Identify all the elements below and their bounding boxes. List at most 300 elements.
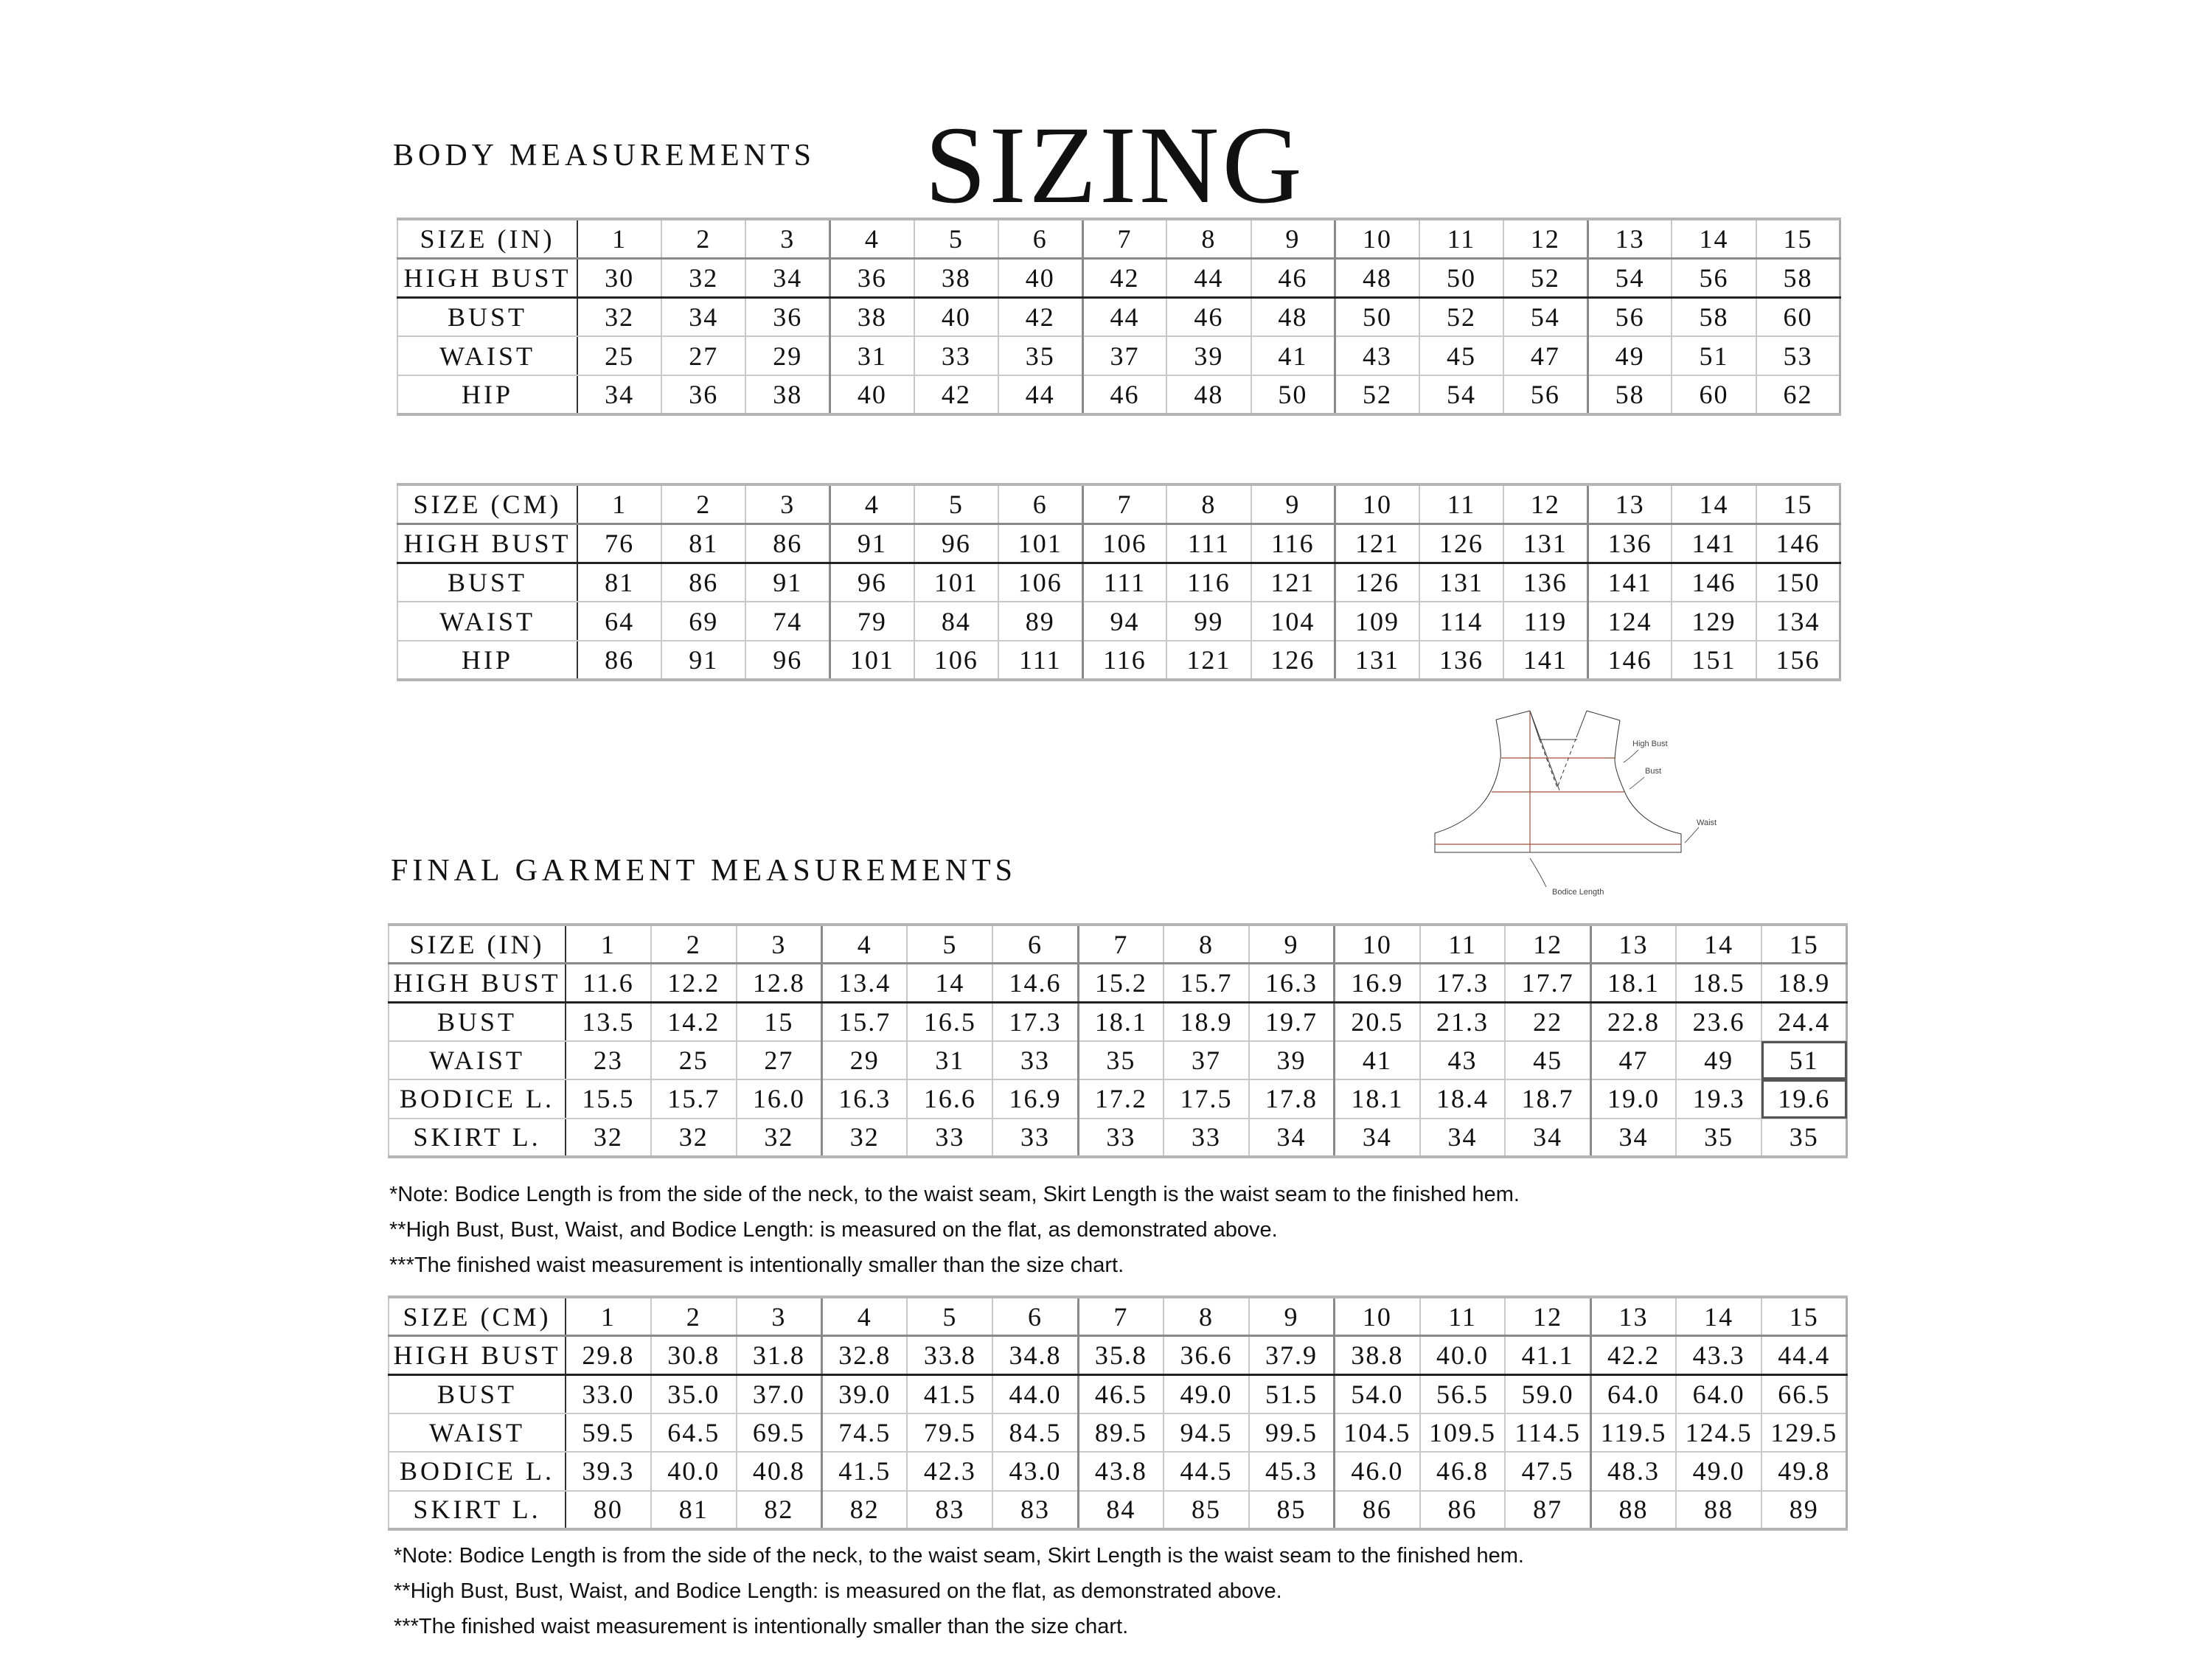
measurement-cell: 41.5: [822, 1452, 908, 1491]
measurement-cell: 146: [1756, 524, 1840, 563]
size-header-cell: 10: [1335, 925, 1420, 964]
measurement-cell: 49.0: [1676, 1452, 1761, 1491]
measurement-cell: 35: [1078, 1041, 1164, 1080]
measurement-cell: 29: [822, 1041, 908, 1080]
measurement-cell: 136: [1587, 524, 1672, 563]
measurement-cell: 44: [998, 375, 1082, 414]
measurement-cell: 83: [992, 1491, 1078, 1530]
garment-notes-inches: [389, 1177, 1520, 1283]
measurement-cell: 42: [914, 375, 998, 414]
measurement-cell: 38: [830, 297, 914, 336]
measurement-cell: 58: [1587, 375, 1672, 414]
measurement-cell: 13.5: [566, 1002, 651, 1041]
size-header-cell: 3: [737, 1297, 822, 1336]
row-label: HIGH BUST: [397, 524, 577, 563]
measurement-cell: 34: [577, 375, 661, 414]
measurement-cell: 106: [1082, 524, 1166, 563]
measurement-cell: 83: [907, 1491, 992, 1530]
measurement-cell: 66.5: [1761, 1374, 1847, 1413]
measurement-cell: 84: [914, 602, 998, 641]
row-label: SKIRT L.: [389, 1119, 566, 1158]
measurement-cell: 131: [1503, 524, 1587, 563]
measurement-cell: 96: [830, 563, 914, 602]
row-label: BODICE L.: [389, 1079, 566, 1119]
measurement-cell: 47: [1503, 336, 1587, 375]
measurement-cell: 34: [1505, 1119, 1590, 1158]
measurement-cell: 24.4: [1761, 1002, 1847, 1041]
measurement-cell: 18.9: [1164, 1002, 1249, 1041]
measurement-cell: 52: [1335, 375, 1419, 414]
size-header-cell: 10: [1335, 219, 1419, 258]
measurement-cell: 34: [745, 258, 830, 297]
measurement-cell: 136: [1419, 641, 1503, 680]
size-header-cell: 15: [1761, 925, 1847, 964]
measurement-cell: 126: [1251, 641, 1335, 680]
size-header-cell: 5: [907, 925, 992, 964]
measurement-cell: 39: [1249, 1041, 1335, 1080]
measurement-cell: 39.3: [566, 1452, 651, 1491]
measurement-cell: 46.5: [1078, 1374, 1164, 1413]
measurement-cell: 60: [1672, 375, 1756, 414]
measurement-cell: 134: [1756, 602, 1840, 641]
measurement-cell: 17.3: [992, 1002, 1078, 1041]
measurement-row: [389, 1491, 1847, 1530]
body-measurements-heading: BODY MEASUREMENTS: [393, 139, 815, 173]
measurement-cell: 33: [992, 1041, 1078, 1080]
measurement-cell: 15: [737, 1002, 822, 1041]
size-header-cell: 10: [1335, 484, 1419, 524]
measurement-cell: 49.0: [1164, 1374, 1249, 1413]
measurement-cell: 15.7: [1164, 964, 1249, 1003]
measurement-cell: 31.8: [737, 1336, 822, 1375]
measurement-row: [389, 1002, 1847, 1041]
row-label: WAIST: [389, 1413, 566, 1453]
size-header-cell: 6: [998, 484, 1082, 524]
measurement-cell: 50: [1335, 297, 1419, 336]
size-header-cell: 1: [577, 219, 661, 258]
size-header-row: [397, 484, 1840, 524]
measurement-cell: 30: [577, 258, 661, 297]
measurement-cell: 12.8: [737, 964, 822, 1003]
measurement-cell: 52: [1419, 297, 1503, 336]
size-header-cell: 2: [661, 484, 745, 524]
size-header-cell: 4: [822, 1297, 908, 1336]
measurement-cell: 84: [1078, 1491, 1164, 1530]
measurement-cell: 54: [1419, 375, 1503, 414]
note-bodice-skirt-length: *Note: Bodice Length is from the side of the neck, to the waist seam, Skirt Length is the waist seam to the finished hem.: [394, 1544, 1524, 1568]
measurement-cell: 31: [830, 336, 914, 375]
note-waist-smaller: ***The finished waist measurement is intentionally smaller than the size chart.: [389, 1253, 1124, 1277]
waist-label: Waist: [1697, 818, 1717, 827]
measurement-cell: 16.9: [1335, 964, 1420, 1003]
measurement-cell: 41.5: [907, 1374, 992, 1413]
measurement-cell: 32: [566, 1119, 651, 1158]
measurement-cell: 109: [1335, 602, 1419, 641]
measurement-cell: 59.5: [566, 1413, 651, 1453]
measurement-cell: 35: [1676, 1119, 1761, 1158]
measurement-cell: 32.8: [822, 1336, 908, 1375]
measurement-cell: 43.8: [1078, 1452, 1164, 1491]
measurement-cell: 64.0: [1676, 1374, 1761, 1413]
measurement-cell: 53: [1756, 336, 1840, 375]
note-measured-flat: **High Bust, Bust, Waist, and Bodice Length: is measured on the flat, as demonstrated above.: [389, 1218, 1278, 1242]
size-header-cell: 11: [1419, 219, 1503, 258]
note-waist-smaller: ***The finished waist measurement is intentionally smaller than the size chart.: [394, 1615, 1129, 1638]
measurement-cell: 32: [651, 1119, 737, 1158]
measurement-cell: 18.1: [1335, 1079, 1420, 1119]
row-label: SIZE (IN): [389, 925, 566, 964]
row-label: HIP: [397, 641, 577, 680]
size-header-cell: 6: [992, 925, 1078, 964]
measurement-cell: 111: [1082, 563, 1166, 602]
measurement-row: [389, 1079, 1847, 1119]
measurement-cell: 86: [661, 563, 745, 602]
size-header-cell: 12: [1503, 219, 1587, 258]
measurement-cell: 42.3: [907, 1452, 992, 1491]
measurement-cell: 46.8: [1420, 1452, 1506, 1491]
measurement-cell: 43: [1420, 1041, 1506, 1080]
measurement-cell: 17.3: [1420, 964, 1506, 1003]
measurement-cell: 32: [822, 1119, 908, 1158]
measurement-cell: 33: [1078, 1119, 1164, 1158]
row-label: BUST: [389, 1002, 566, 1041]
measurement-cell: 11.6: [566, 964, 651, 1003]
size-header-cell: 12: [1503, 484, 1587, 524]
garment-measurements-cm-table: [388, 1295, 1848, 1531]
row-label: HIP: [397, 375, 577, 414]
measurement-cell: 23: [566, 1041, 651, 1080]
measurement-cell: 91: [830, 524, 914, 563]
measurement-cell: 111: [998, 641, 1082, 680]
size-header-cell: 14: [1676, 1297, 1761, 1336]
size-header-cell: 7: [1078, 925, 1164, 964]
measurement-cell: 59.0: [1505, 1374, 1590, 1413]
measurement-cell: 25: [651, 1041, 737, 1080]
size-header-cell: 7: [1078, 1297, 1164, 1336]
measurement-cell: 16.3: [1249, 964, 1335, 1003]
measurement-cell: 36: [830, 258, 914, 297]
row-label: SIZE (CM): [389, 1297, 566, 1336]
measurement-cell: 47: [1590, 1041, 1676, 1080]
measurement-cell: 16.6: [907, 1079, 992, 1119]
size-header-cell: 15: [1761, 1297, 1847, 1336]
measurement-cell: 40: [998, 258, 1082, 297]
measurement-cell: 58: [1672, 297, 1756, 336]
measurement-cell: 15.2: [1078, 964, 1164, 1003]
measurement-cell: 56: [1672, 258, 1756, 297]
measurement-cell: 34: [1335, 1119, 1420, 1158]
measurement-row: [389, 1041, 1847, 1080]
measurement-cell: 37: [1164, 1041, 1249, 1080]
measurement-cell: 41: [1335, 1041, 1420, 1080]
size-header-cell: 14: [1676, 925, 1761, 964]
measurement-cell: 56.5: [1420, 1374, 1506, 1413]
measurement-row: [389, 1119, 1847, 1158]
body-measurements-inches-table: [397, 218, 1841, 416]
measurement-cell: 54.0: [1335, 1374, 1420, 1413]
measurement-cell: 40.0: [651, 1452, 737, 1491]
measurement-cell: 18.1: [1078, 1002, 1164, 1041]
measurement-cell: 126: [1419, 524, 1503, 563]
measurement-cell: 32: [577, 297, 661, 336]
measurement-cell: 116: [1082, 641, 1166, 680]
measurement-cell: 38: [914, 258, 998, 297]
measurement-cell: 17.7: [1505, 964, 1590, 1003]
high-bust-label: High Bust: [1632, 740, 1668, 748]
measurement-cell: 88: [1676, 1491, 1761, 1530]
measurement-cell: 56: [1503, 375, 1587, 414]
measurement-cell: 16.0: [737, 1079, 822, 1119]
note-bodice-skirt-length: *Note: Bodice Length is from the side of the neck, to the waist seam, Skirt Length is the waist seam to the finished hem.: [389, 1183, 1520, 1206]
size-header-cell: 14: [1672, 484, 1756, 524]
measurement-cell: 80: [566, 1491, 651, 1530]
measurement-cell: 89: [1761, 1491, 1847, 1530]
size-header-cell: 3: [745, 219, 830, 258]
measurement-row: [397, 297, 1840, 336]
measurement-cell: 99.5: [1249, 1413, 1335, 1453]
measurement-cell: 19.0: [1590, 1079, 1676, 1119]
measurement-cell: 33: [914, 336, 998, 375]
measurement-cell: 64.5: [651, 1413, 737, 1453]
measurement-cell: 85: [1249, 1491, 1335, 1530]
size-header-cell: 4: [822, 925, 908, 964]
measurement-cell: 86: [577, 641, 661, 680]
measurement-cell: 124.5: [1676, 1413, 1761, 1453]
row-label: WAIST: [397, 336, 577, 375]
measurement-cell: 47.5: [1505, 1452, 1590, 1491]
measurement-cell: 91: [745, 563, 830, 602]
measurement-cell: 84.5: [992, 1413, 1078, 1453]
measurement-cell: 46: [1166, 297, 1251, 336]
measurement-cell: 44.0: [992, 1374, 1078, 1413]
measurement-cell: 40: [830, 375, 914, 414]
measurement-cell: 150: [1756, 563, 1840, 602]
measurement-cell: 16.9: [992, 1079, 1078, 1119]
measurement-row: [389, 1336, 1847, 1375]
final-garment-measurements-heading: FINAL GARMENT MEASUREMENTS: [391, 854, 1018, 888]
measurement-cell: 27: [737, 1041, 822, 1080]
size-header-cell: 6: [992, 1297, 1078, 1336]
measurement-cell: 14: [907, 964, 992, 1003]
measurement-cell: 40: [914, 297, 998, 336]
measurement-cell: 15.7: [822, 1002, 908, 1041]
measurement-cell: 141: [1587, 563, 1672, 602]
measurement-cell: 20.5: [1335, 1002, 1420, 1041]
measurement-cell: 34: [1420, 1119, 1506, 1158]
size-header-cell: 8: [1166, 484, 1251, 524]
size-header-cell: 15: [1756, 484, 1840, 524]
measurement-cell: 18.1: [1590, 964, 1676, 1003]
measurement-cell: 76: [577, 524, 661, 563]
measurement-cell: 37: [1082, 336, 1166, 375]
measurement-cell: 88: [1590, 1491, 1676, 1530]
size-header-cell: 11: [1420, 1297, 1506, 1336]
measurement-cell: 114.5: [1505, 1413, 1590, 1453]
size-header-row: [397, 219, 1840, 258]
measurement-cell: 27: [661, 336, 745, 375]
size-header-cell: 13: [1587, 219, 1672, 258]
measurement-cell: 42: [1082, 258, 1166, 297]
measurement-cell: 40.0: [1420, 1336, 1506, 1375]
row-label: BUST: [397, 297, 577, 336]
measurement-cell: 18.5: [1676, 964, 1761, 1003]
measurement-cell: 45: [1419, 336, 1503, 375]
measurement-cell: 15.7: [651, 1079, 737, 1119]
measurement-cell: 81: [577, 563, 661, 602]
measurement-cell: 58: [1756, 258, 1840, 297]
measurement-cell: 101: [830, 641, 914, 680]
measurement-cell: 18.4: [1420, 1079, 1506, 1119]
measurement-cell: 129.5: [1761, 1413, 1847, 1453]
measurement-cell: 82: [822, 1491, 908, 1530]
size-header-cell: 2: [651, 1297, 737, 1336]
measurement-row: [397, 375, 1840, 414]
size-header-cell: 4: [830, 219, 914, 258]
measurement-cell: 32: [737, 1119, 822, 1158]
measurement-cell: 17.2: [1078, 1079, 1164, 1119]
row-label: WAIST: [397, 602, 577, 641]
measurement-cell: 37.0: [737, 1374, 822, 1413]
row-label: BUST: [389, 1374, 566, 1413]
size-header-cell: 9: [1251, 219, 1335, 258]
measurement-cell: 99: [1166, 602, 1251, 641]
measurement-cell: 41: [1251, 336, 1335, 375]
measurement-cell: 44: [1082, 297, 1166, 336]
measurement-cell: 121: [1166, 641, 1251, 680]
size-header-cell: 6: [998, 219, 1082, 258]
measurement-row: [397, 524, 1840, 563]
measurement-cell: 116: [1166, 563, 1251, 602]
measurement-row: [397, 563, 1840, 602]
measurement-row: [397, 258, 1840, 297]
measurement-cell: 126: [1335, 563, 1419, 602]
measurement-cell: 131: [1419, 563, 1503, 602]
measurement-cell: 14.2: [651, 1002, 737, 1041]
measurement-cell: 48.3: [1590, 1452, 1676, 1491]
measurement-cell: 49: [1676, 1041, 1761, 1080]
measurement-cell: 86: [745, 524, 830, 563]
measurement-cell: 44: [1166, 258, 1251, 297]
measurement-cell: 104: [1251, 602, 1335, 641]
size-header-cell: 3: [737, 925, 822, 964]
measurement-cell: 121: [1251, 563, 1335, 602]
measurement-cell: 29.8: [566, 1336, 651, 1375]
measurement-cell: 121: [1335, 524, 1419, 563]
measurement-cell: 43.3: [1676, 1336, 1761, 1375]
size-header-cell: 1: [577, 484, 661, 524]
measurement-cell: 46.0: [1335, 1452, 1420, 1491]
size-header-cell: 11: [1419, 484, 1503, 524]
measurement-cell: 36: [745, 297, 830, 336]
measurement-cell: 111: [1166, 524, 1251, 563]
measurement-cell: 119: [1503, 602, 1587, 641]
measurement-cell: 48: [1251, 297, 1335, 336]
measurement-row: [389, 1374, 1847, 1413]
measurement-cell: 18.7: [1505, 1079, 1590, 1119]
measurement-cell: 34: [1590, 1119, 1676, 1158]
size-header-cell: 7: [1082, 484, 1166, 524]
measurement-cell: 56: [1587, 297, 1672, 336]
measurement-cell: 35: [998, 336, 1082, 375]
measurement-cell: 116: [1251, 524, 1335, 563]
measurement-cell: 141: [1672, 524, 1756, 563]
measurement-cell: 82: [737, 1491, 822, 1530]
bust-label: Bust: [1645, 767, 1662, 776]
measurement-cell: 33.0: [566, 1374, 651, 1413]
measurement-cell: 33: [907, 1119, 992, 1158]
size-header-cell: 13: [1587, 484, 1672, 524]
measurement-cell: 17.8: [1249, 1079, 1335, 1119]
measurement-cell: 96: [914, 524, 998, 563]
row-label: BODICE L.: [389, 1452, 566, 1491]
measurement-cell: 38: [745, 375, 830, 414]
measurement-cell: 69: [661, 602, 745, 641]
measurement-cell: 45.3: [1249, 1452, 1335, 1491]
body-measurements-cm-table: [397, 483, 1841, 681]
measurement-cell: 119.5: [1590, 1413, 1676, 1453]
measurement-cell: 146: [1587, 641, 1672, 680]
size-header-cell: 8: [1164, 925, 1249, 964]
row-label: SIZE (CM): [397, 484, 577, 524]
measurement-cell: 33: [1164, 1119, 1249, 1158]
measurement-cell: 151: [1672, 641, 1756, 680]
measurement-cell: 69.5: [737, 1413, 822, 1453]
measurement-cell: 16.3: [822, 1079, 908, 1119]
measurement-cell: 23.6: [1676, 1002, 1761, 1041]
measurement-cell: 39.0: [822, 1374, 908, 1413]
measurement-cell: 64: [577, 602, 661, 641]
measurement-cell: 49.8: [1761, 1452, 1847, 1491]
measurement-cell: 101: [998, 524, 1082, 563]
size-header-cell: 5: [914, 484, 998, 524]
measurement-cell: 79.5: [907, 1413, 992, 1453]
measurement-cell: 79: [830, 602, 914, 641]
row-label: WAIST: [389, 1041, 566, 1080]
measurement-cell: 41.1: [1505, 1336, 1590, 1375]
measurement-cell: 21.3: [1420, 1002, 1506, 1041]
measurement-cell: 106: [998, 563, 1082, 602]
size-header-row: [389, 925, 1847, 964]
measurement-cell: 50: [1419, 258, 1503, 297]
measurement-cell: 37.9: [1249, 1336, 1335, 1375]
measurement-row: [389, 1452, 1847, 1491]
measurement-cell: 141: [1503, 641, 1587, 680]
size-header-cell: 11: [1420, 925, 1506, 964]
measurement-cell: 62: [1756, 375, 1840, 414]
row-label: SIZE (IN): [397, 219, 577, 258]
measurement-cell: 35.8: [1078, 1336, 1164, 1375]
measurement-cell: 89: [998, 602, 1082, 641]
measurement-cell: 32: [661, 258, 745, 297]
measurement-cell: 35.0: [651, 1374, 737, 1413]
garment-notes-cm: [394, 1538, 1524, 1644]
measurement-lines: [1435, 712, 1681, 852]
size-header-cell: 2: [651, 925, 737, 964]
size-header-cell: 9: [1249, 925, 1335, 964]
measurement-cell: 89.5: [1078, 1413, 1164, 1453]
measurement-cell: 43.0: [992, 1452, 1078, 1491]
size-header-cell: 9: [1251, 484, 1335, 524]
size-header-cell: 14: [1672, 219, 1756, 258]
size-header-cell: 13: [1590, 925, 1676, 964]
measurement-cell: 87: [1505, 1491, 1590, 1530]
size-header-cell: 1: [566, 1297, 651, 1336]
size-header-cell: 1: [566, 925, 651, 964]
row-label: BUST: [397, 563, 577, 602]
size-header-cell: 4: [830, 484, 914, 524]
measurement-cell: 36: [661, 375, 745, 414]
measurement-cell: 60: [1756, 297, 1840, 336]
